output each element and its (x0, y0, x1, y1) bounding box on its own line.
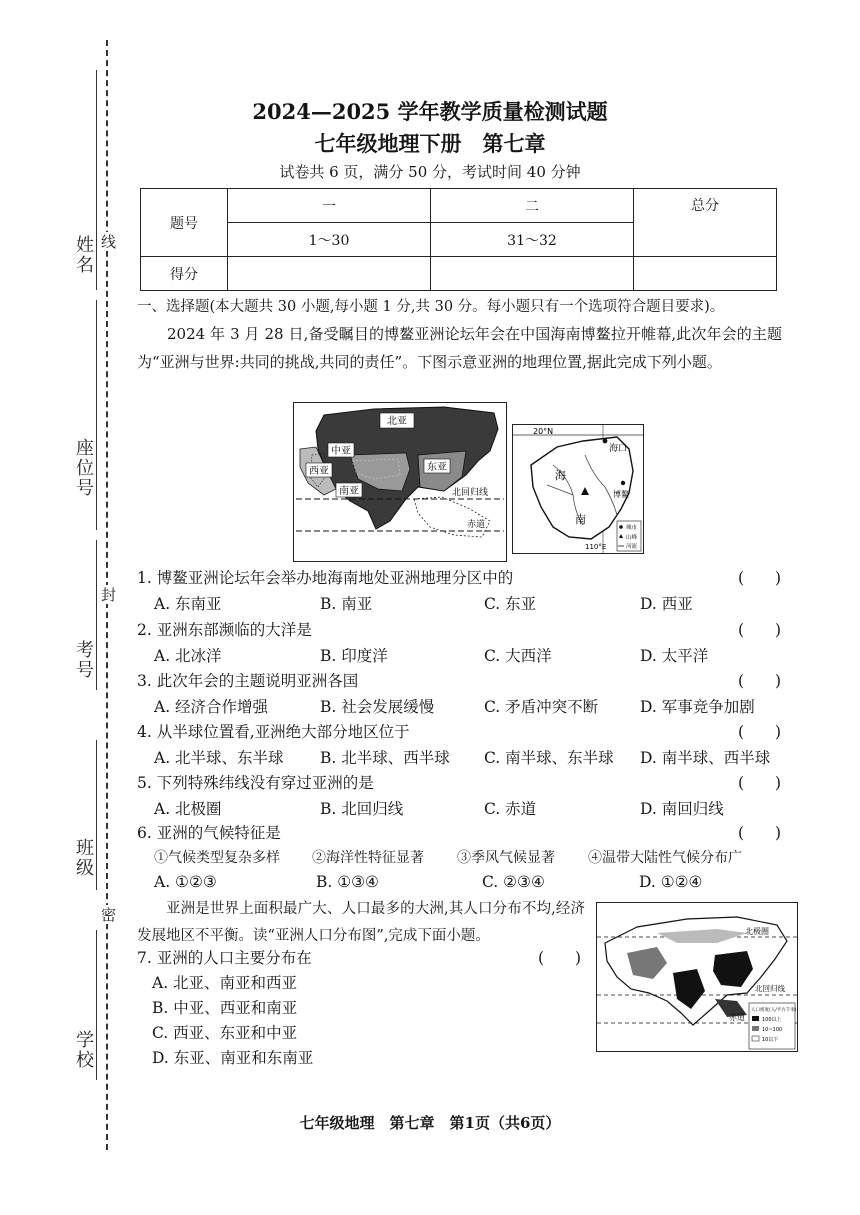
question-5-option-a[interactable]: A. 北极圈 (154, 800, 222, 818)
map1-region-west: 西亚 (309, 466, 329, 477)
map1-region-north: 北亚 (387, 416, 407, 427)
map1-tropic-label: 北回归线 (451, 488, 489, 498)
question-5-answer-blank[interactable]: ( ) (738, 774, 782, 792)
map2-legend-city: 城市 (626, 525, 638, 531)
question-7-option-b[interactable]: B. 中亚、西亚和南亚 (152, 999, 298, 1017)
question-4-option-a[interactable]: A. 北半球、东半球 (154, 749, 284, 767)
question-5-stem: 5. 下列特殊纬线没有穿过亚洲的是 (137, 774, 374, 792)
hainan-map (512, 424, 644, 554)
question-3-option-d[interactable]: D. 军事竞争加剧 (640, 698, 755, 716)
map1-equator-label: 赤道 (466, 520, 486, 530)
map3-legend-title: 人口密度(人/平方千米) (751, 1008, 797, 1013)
question-4-stem: 4. 从半球位置看,亚洲绝大部分地区位于 (137, 723, 410, 741)
question-1-option-d[interactable]: D. 西亚 (640, 595, 693, 613)
map3-legend-mid: 10~100 (762, 1027, 783, 1033)
question-6-statement-1: ①气候类型复杂多样 (154, 850, 280, 866)
asia-location-map (293, 402, 507, 562)
section-intro: 2024 年 3 月 28 日,备受瞩目的博鳌亚洲论坛年会在中国海南博鳌拉开帷幕,此次年会的主题为“亚洲与世界:共同的挑战,共同的责任”。下图示意亚洲的地理位置,据此完成下列小题。 (137, 325, 782, 371)
score-table-label-number: 题号 (141, 189, 228, 257)
map3-arctic-label: 北极圈 (745, 927, 769, 936)
question-2-answer-blank[interactable]: ( ) (738, 621, 782, 639)
score-table-col3: 总分 (634, 189, 777, 257)
margin-label-exam-number: 考号 (73, 640, 94, 680)
margin-label-school: 学校 (73, 1030, 94, 1070)
question-6-option-c[interactable]: C. ②③④ (482, 873, 545, 891)
question-5-option-c[interactable]: C. 赤道 (484, 800, 537, 818)
map3-tropic-label: 北回归线 (755, 984, 785, 993)
question-2-option-b[interactable]: B. 印度洋 (320, 647, 388, 665)
question-6-option-a[interactable]: A. ①②③ (154, 873, 217, 891)
map2-legend-river: 河流 (626, 544, 638, 550)
map3-legend-low: 10以下 (762, 1037, 779, 1043)
question-3-option-a[interactable]: A. 经济合作增强 (154, 698, 269, 716)
question-6-statement-4: ④温带大陆性气候分布广 (588, 850, 742, 866)
question-6-statement-3: ③季风气候显著 (457, 850, 555, 866)
margin-label-class: 班级 (73, 838, 94, 878)
question-6-stem: 6. 亚洲的气候特征是 (137, 824, 281, 842)
map3-legend-high: 100以上 (762, 1017, 782, 1023)
question-7-option-c[interactable]: C. 西亚、东亚和中亚 (152, 1024, 298, 1042)
margin-label-name: 姓名 (73, 235, 94, 275)
question-6-option-b[interactable]: B. ①③④ (316, 873, 379, 891)
margin-mark-seal: 封 (99, 587, 117, 602)
score-table-range1: 1～30 (228, 223, 431, 257)
score-table (140, 188, 777, 291)
question-1-option-b[interactable]: B. 南亚 (320, 595, 373, 613)
passage-2: 亚洲是世界上面积最广大、人口最多的大洲,其人口分布不均,经济发展地区不平衡。读“亚洲人口分布图”,完成下面小题。 (137, 901, 585, 944)
map1-region-central: 中亚 (331, 446, 351, 457)
question-2-option-c[interactable]: C. 大西洋 (484, 647, 552, 665)
score-cell-2[interactable] (431, 257, 634, 291)
question-4-option-c[interactable]: C. 南半球、东半球 (484, 749, 614, 767)
map1-region-east: 东亚 (427, 462, 447, 473)
section-heading: 一、选择题(本大题共 30 小题,每小题 1 分,共 30 分。每小题只有一个选项符合题目要求)。 (137, 299, 725, 315)
question-3-stem: 3. 此次年会的主题说明亚洲各国 (137, 672, 359, 690)
score-table-label-score: 得分 (141, 257, 228, 291)
question-1-answer-blank[interactable]: ( ) (738, 569, 782, 587)
score-table-range2: 31～32 (431, 223, 634, 257)
question-2-option-d[interactable]: D. 太平洋 (640, 647, 709, 665)
map2-hai-label: 海 (555, 469, 566, 482)
question-5-option-d[interactable]: D. 南回归线 (640, 800, 724, 818)
map3-equator-label: 赤道 (729, 1013, 745, 1022)
score-cell-1[interactable] (228, 257, 431, 291)
score-cell-total[interactable] (634, 257, 777, 291)
question-3-option-c[interactable]: C. 矛盾冲突不断 (484, 698, 599, 716)
asia-population-map (596, 902, 798, 1052)
question-2-option-a[interactable]: A. 北冰洋 (154, 647, 222, 665)
question-4-option-b[interactable]: B. 北半球、西半球 (320, 749, 450, 767)
question-7-stem: 7. 亚洲的人口主要分布在 (137, 949, 312, 967)
question-1-option-a[interactable]: A. 东南亚 (154, 595, 222, 613)
margin-label-seat: 座位号 (73, 438, 94, 498)
question-3-option-b[interactable]: B. 社会发展缓慢 (320, 698, 435, 716)
margin-fill-line-seat (96, 300, 97, 530)
score-table-col1: 一 (228, 189, 431, 223)
question-2-stem: 2. 亚洲东部濒临的大洋是 (137, 621, 312, 639)
map2-lat-label: 20°N (533, 427, 554, 436)
exam-subtitle: 七年级地理下册 第七章 (314, 131, 546, 156)
question-4-answer-blank[interactable]: ( ) (738, 723, 782, 741)
question-3-answer-blank[interactable]: ( ) (738, 672, 782, 690)
map1-region-south: 南亚 (339, 486, 359, 497)
score-table-col2: 二 (431, 189, 634, 223)
margin-fill-line-school (96, 930, 97, 1080)
page-footer: 七年级地理 第七章 第1页（共6页） (299, 1114, 561, 1132)
margin-fill-line-class (96, 740, 97, 890)
exam-title: 2024—2025 学年教学质量检测试题 (252, 99, 608, 124)
question-1-stem: 1. 博鳌亚洲论坛年会举办地海南地处亚洲地理分区中的 (137, 569, 514, 587)
map2-haikou-label: 海口 (609, 444, 628, 454)
question-4-option-d[interactable]: D. 南半球、西半球 (640, 749, 771, 767)
question-6-answer-blank[interactable]: ( ) (738, 824, 782, 842)
question-7-option-d[interactable]: D. 东亚、南亚和东南亚 (152, 1049, 314, 1067)
question-7-option-a[interactable]: A. 北亚、南亚和西亚 (152, 974, 298, 992)
margin-mark-line: 线 (99, 234, 117, 249)
map2-boao-label: 博鳌 (613, 490, 629, 499)
map2-nan-label: 南 (575, 513, 586, 526)
question-1-option-c[interactable]: C. 东亚 (484, 595, 537, 613)
question-5-option-b[interactable]: B. 北回归线 (320, 800, 404, 818)
margin-fill-line-exam-number (96, 540, 97, 690)
question-6-option-d[interactable]: D. ①②④ (639, 873, 703, 891)
exam-info: 试卷共 6 页，满分 50 分，考试时间 40 分钟 (279, 163, 581, 181)
question-7-answer-blank[interactable]: ( ) (538, 949, 582, 967)
margin-mark-secret: 密 (99, 907, 117, 922)
question-6-statement-2: ②海洋性特征显著 (312, 850, 424, 866)
map2-lon-label: 110°E (585, 543, 607, 551)
map2-legend-peak: 山峰 (626, 535, 638, 541)
